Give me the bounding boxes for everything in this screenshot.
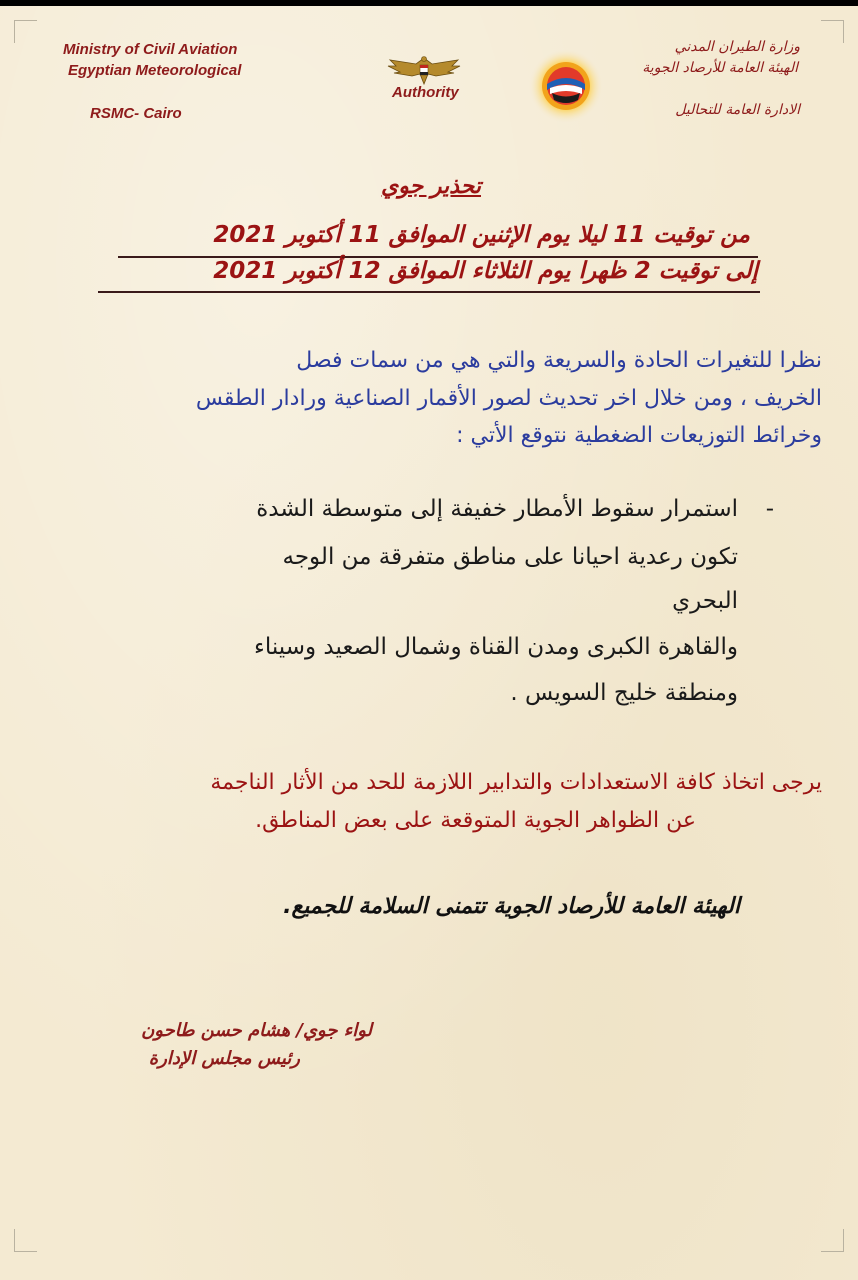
period-line-from: من توقيت 11 ليلا يوم الإثنين الموافق 11 أكتوبر 2021 <box>213 222 750 248</box>
header-arabic-line2: الهيئة العامة للأرصاد الجوية <box>642 60 798 76</box>
closing-statement: الهيئة العامة للأرصاد الجوية تتمنى السلامة للجميع. <box>283 894 740 919</box>
corner-mark <box>821 20 844 43</box>
meteorological-authority-logo-icon <box>528 48 604 124</box>
corner-mark <box>821 1229 844 1252</box>
forecast-line1: استمرار سقوط الأمطار خفيفة إلى متوسطة الشدة <box>256 496 738 522</box>
forecast-line2: تكون رعدية احيانا على مناطق متفرقة من الوجه <box>282 544 738 570</box>
header-authority: Authority <box>392 84 459 101</box>
period-underline-2 <box>98 291 760 293</box>
intro-line3: وخرائط التوزيعات الضغطية نتوقع الأتي : <box>456 423 822 448</box>
intro-line2: الخريف ، ومن خلال اخر تحديث لصور الأقمار الصناعية ورادار الطقس <box>195 386 822 411</box>
signature-title: رئيس مجلس الإدارة <box>148 1048 300 1069</box>
signature-name: لواء جوي/ هشام حسن طاحون <box>141 1020 372 1041</box>
header-english-line2: Egyptian Meteorological <box>68 62 242 79</box>
header-english-line1: Ministry of Civil Aviation <box>63 41 238 58</box>
period-line-to: إلى توقيت 2 ظهرا يوم الثلاثاء الموافق 12 أكتوبر 2021 <box>213 258 758 284</box>
header-arabic-line1: وزارة الطيران المدني <box>674 39 800 55</box>
eagle-emblem-icon <box>386 54 462 88</box>
intro-line1: نظرا للتغيرات الحادة والسريعة والتي هي من سمات فصل <box>296 348 822 373</box>
header-english-line3: RSMC- Cairo <box>90 105 182 122</box>
advisory-line2: عن الظواهر الجوية المتوقعة على بعض المناطق. <box>255 808 696 833</box>
header-arabic-line3: الادارة العامة للتحاليل <box>675 102 800 118</box>
forecast-line3: البحري <box>672 588 738 614</box>
forecast-line4: والقاهرة الكبرى ومدن القناة وشمال الصعيد وسيناء <box>254 634 738 660</box>
forecast-bullet: - <box>765 496 774 522</box>
advisory-line1: يرجى اتخاذ كافة الاستعدادات والتدابير اللازمة للحد من الأثار الناجمة <box>210 770 822 795</box>
forecast-line5: ومنطقة خليج السويس . <box>510 680 738 706</box>
warning-title: تحذير جوي <box>381 174 481 199</box>
corner-mark <box>14 1229 37 1252</box>
corner-mark <box>14 20 37 43</box>
